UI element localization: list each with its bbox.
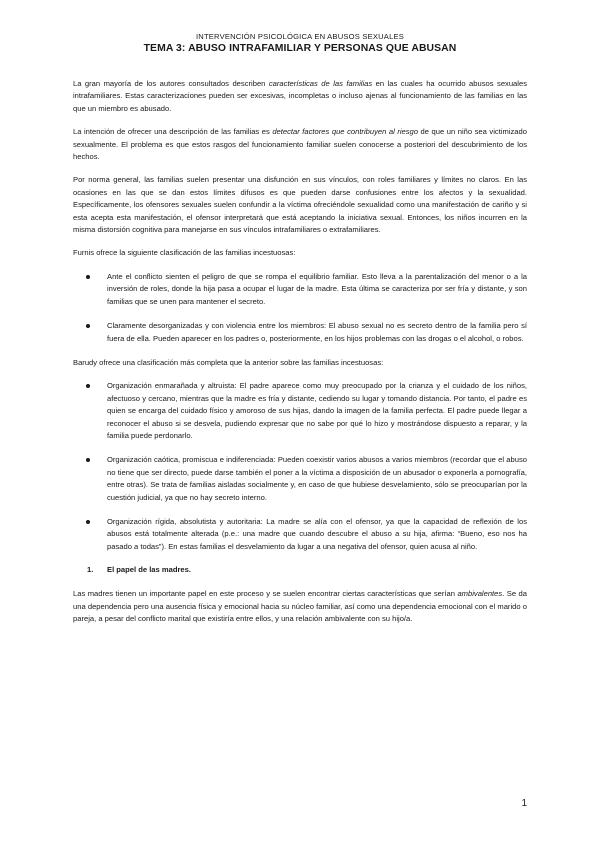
paragraph-intro: La gran mayoría de los autores consultados describen características de las familias en las cuales ha ocurrido abusos sexuales intrafamiliares. Estas caracterizaciones pueden ser excesivas, incompletas o incluso ajenas al funcionamiento de las familias en las que un miembro es abusado. <box>73 79 527 113</box>
paragraph-barudy: Barudy ofrece una clasificación más completa que la anterior sobre las familias incestuosas: <box>73 357 384 367</box>
barudy-list <box>73 380 527 553</box>
bullet-icon <box>86 458 90 462</box>
paragraph-general: Por norma general, las familias suelen presentar una disfunción en sus vínculos, con roles familiares y límites no claros. En las ocasiones en las que se dan estos límites difusos es que pueden darse confusiones entre los afectos y la sexualidad. Específicamente, los ofensores sexuales suelen confundir a la víctima ofreciéndole sexualidad como una manifestación de cariño y si esta acepta esta manifestación, el ofensor interpretará que está aceptando la iniciativa sexual. Entonces, los niños incurren en la misma distorsión cognitiva para manejarse en sus vínculos intrafamiliares o extrafamiliares. <box>73 175 527 235</box>
page-title: TEMA 3: ABUSO INTRAFAMILIAR Y PERSONAS QUE ABUSAN <box>143 43 457 54</box>
section-heading <box>73 565 527 574</box>
paragraph-risk: La intención de ofrecer una descripción de las familias es detectar factores que contribuyen al riesgo de que un niño sea victimizado sexualmente. El problema es que estos rasgos del funcionamiento familiar suelen conocerse a posteriori del descubrimiento de los hechos. <box>73 127 527 162</box>
list-item: Organización caótica, promiscua e indiferenciada: Pueden coexistir varios abusos a varios miembros (recordar que el abuso no tiene que ser directo, puede darse también el poner a la víctima a disposición de un abusador o exponerla a pornografía, entre otras). Se trata de familias aisladas socialmente y, en caso de que hubiese desvelamiento, sólo se preocuparían por la cuestión judicial, ya que no hay secreto interno. <box>73 454 527 504</box>
list-item: Ante el conflicto sienten el peligro de que se rompa el equilibrio familiar. Esto lleva a la parentalización del menor o a la inversión de roles, donde la hija pasa a ocupar el lugar de la madre. Esta última se caracteriza por ser fría y distante, y son familias que se unen para mantener el secreto. <box>73 271 527 308</box>
course-header: INTERVENCIÓN PSICOLÓGICA EN ABUSOS SEXUALES <box>195 32 405 41</box>
bullet-icon <box>86 275 90 279</box>
bullet-icon <box>86 324 90 328</box>
paragraph-mothers: Las madres tienen un importante papel en este proceso y se suelen encontrar ciertas características que serían ambivalentes. Se da una dependencia pero una ausencia física y emocional hacia su núcleo familiar, así como una dependencia emocional con el marido o pareja, a pesar del conflicto marital que existiría entre ellos, y una relación ambivalente con su hijo/a. <box>73 589 527 623</box>
paragraph-furnis: Furnis ofrece la siguiente clasificación de las familias incestuosas: <box>73 248 296 258</box>
list-item: Claramente desorganizadas y con violencia entre los miembros: El abuso sexual no es secreto dentro de la familia pero sí fuera de ella. Pueden aparecer en los padres o, posteriormente, en los hijos problemas con las drogas o el alcohol, o robos. <box>73 320 527 345</box>
section-title: El papel de las madres. <box>107 565 191 575</box>
list-item: Organización enmarañada y altruista: El padre aparece como muy preocupado por la crianza y el cuidado de los niños, afectuoso y cercano, mientras que la madre es fría y distante, cediendo su lugar y tomando distancia. Por tanto, el padre es quien se encarga del cuidado físico y amoroso de sus hijas, dando la imagen de la familia perfecta. El padre puede llegar a reconocer el abuso si se desvela, pudiendo expresar que no sabe por qué lo hizo y mostrándose dispuesto a reparar, y la familia puede perdonarlo. <box>73 380 527 442</box>
bullet-icon <box>86 520 90 524</box>
furnis-list <box>73 271 527 345</box>
list-item: Organización rígida, absolutista y autoritaria: La madre se alía con el ofensor, ya que la capacidad de reflexión de los abusos está totalmente alterada (p.e.: una madre que cuando descubre el abuso a su hija, afirma: “Bueno, eso nos ha pasado a todas”). En estas familias el desvelamiento da lugar a una negativa del ofensor, quien acusa al niño. <box>73 516 527 553</box>
bullet-icon <box>86 384 90 388</box>
section-number: 1. <box>87 565 94 575</box>
page-number: 1 <box>521 798 527 809</box>
